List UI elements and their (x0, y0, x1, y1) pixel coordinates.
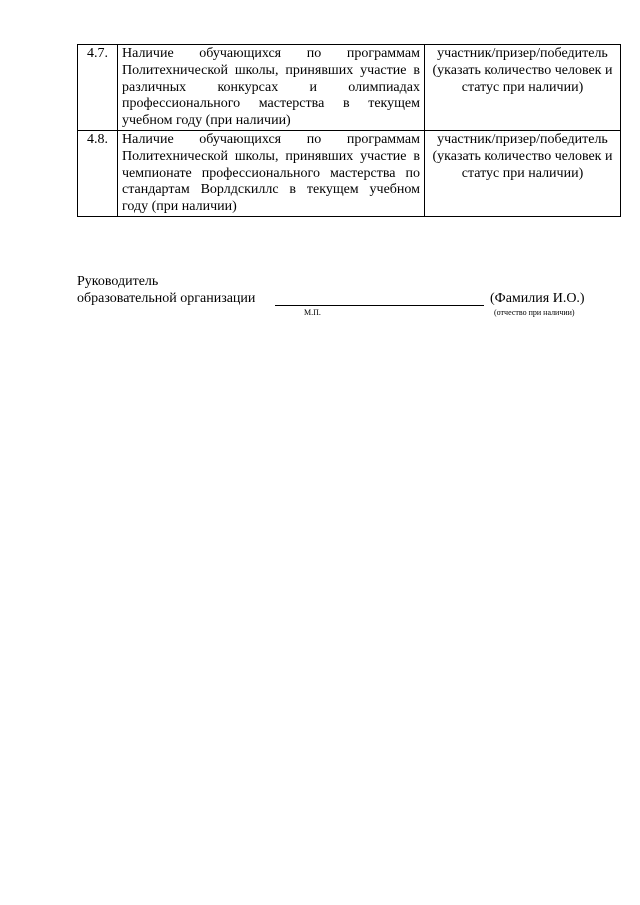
row-status-instructions: участник/призер/победитель (указать количество человек и статус при наличии) (425, 130, 621, 216)
row-status-instructions: участник/призер/победитель (указать количество человек и статус при наличии) (425, 45, 621, 131)
signature-block (77, 274, 622, 318)
patronymic-caption: (отчество при наличии) (494, 308, 575, 317)
signature-captions (77, 308, 622, 318)
row-number: 4.8. (78, 130, 118, 216)
position-title: Руководитель (77, 274, 159, 289)
signature-line (77, 291, 622, 308)
row-description: Наличие обучающихся по программам Политехнической школы, принявших участие в различных конкурсах и олимпиадах профессионального мастерства в текущем учебном году (при наличии) (118, 45, 425, 131)
criteria-table (77, 44, 621, 217)
row-number: 4.7. (78, 45, 118, 131)
signature-underline (275, 305, 484, 306)
name-placeholder: (Фамилия И.О.) (490, 291, 585, 306)
row-description: Наличие обучающихся по программам Политехнической школы, принявших участие в чемпионате профессионального мастерства по стандартам Ворлдскиллс в текущем учебном году (при наличии) (118, 130, 425, 216)
position-title-line (77, 274, 622, 291)
table-row (78, 45, 621, 131)
table-row (78, 130, 621, 216)
organization-label: образовательной организации (77, 291, 256, 306)
stamp-caption: М.П. (304, 308, 321, 317)
